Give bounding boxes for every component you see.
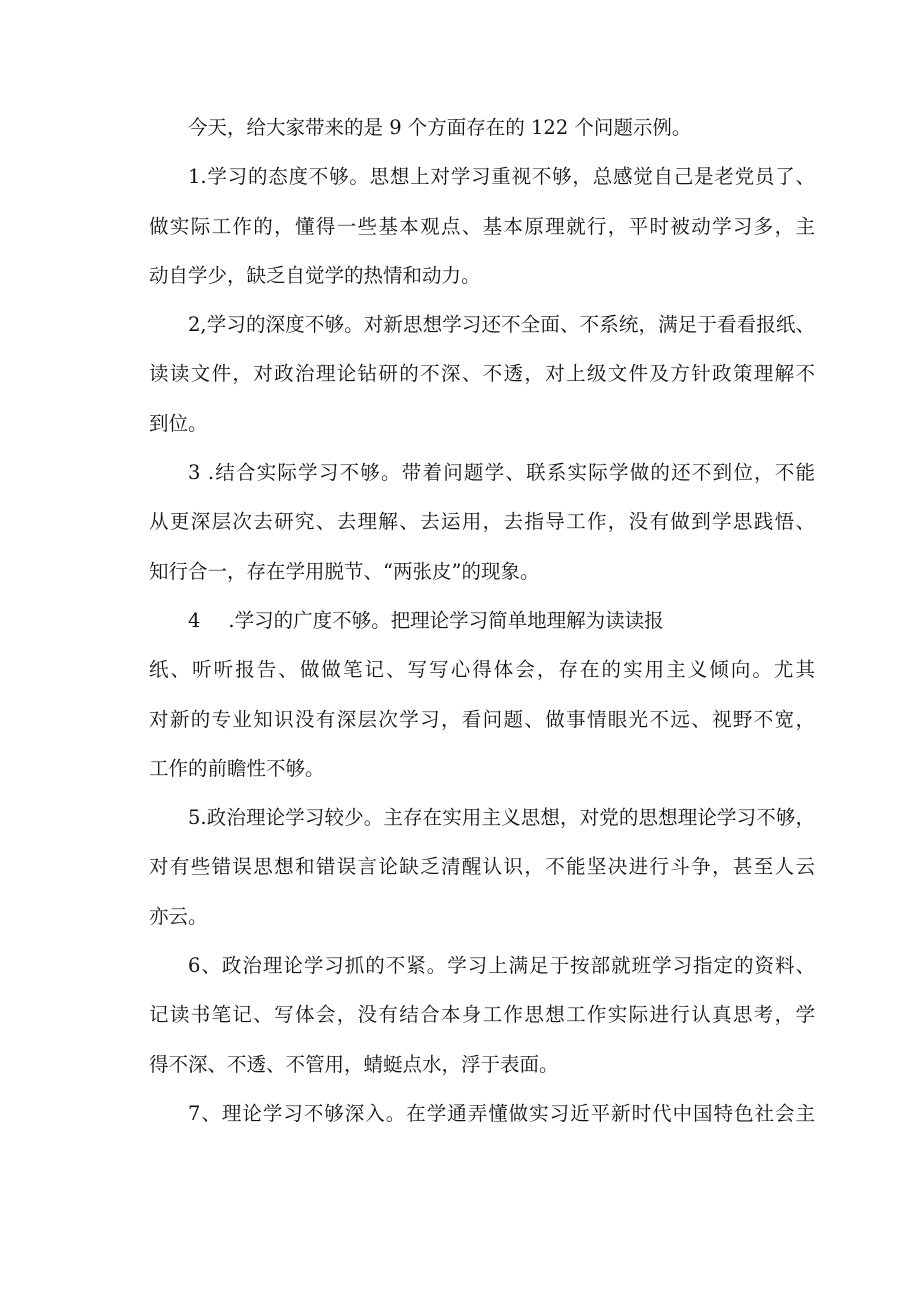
text-line: 知行合一，存在学用脱节、“两张皮”的现象。: [149, 559, 540, 583]
text-line: 纸、听听报告、做做笔记、写写心得体会，存在的实用主义倾向。尤其: [149, 658, 815, 682]
text-line: 得不深、不透、不管用，蜻蜓点水，浮于表面。: [149, 1052, 559, 1076]
text-line: 到位。: [149, 411, 208, 435]
text-line: 动自学少，缺乏自觉学的热情和动力。: [149, 263, 481, 287]
paragraph-item-5: [110, 793, 815, 941]
text-line: 对有些错误思想和错误言论缺乏清醒认识，不能坚决进行斗争，甚至人云: [149, 855, 815, 879]
document-body: [110, 103, 815, 1138]
text-line: 做实际工作的，懂得一些基本观点、基本原理就行，平时被动学习多，主: [149, 214, 815, 238]
text-line: 3 .结合实际学习不够。带着问题学、联系实际学做的还不到位，不能: [188, 461, 815, 485]
paragraph-item-2: [110, 300, 815, 448]
paragraph-item-7: [110, 1089, 815, 1138]
text-line: 从更深层次去研究、去理解、去运用，去指导工作，没有做到学思践悟、: [149, 510, 815, 534]
text-line: [110, 596, 815, 645]
text-line: 工作的前瞻性不够。: [149, 756, 325, 780]
text-line: 7、理论学习不够深入。在学通弄懂做实习近平新时代中国特色社会主: [188, 1101, 815, 1125]
text-line: 2,学习的深度不够。对新思想学习还不全面、不系统，满足于看看报纸、: [188, 313, 815, 337]
item-number: 4: [188, 608, 201, 632]
text-line: 6、政治理论学习抓的不紧。学习上满足于按部就班学习指定的资料、: [188, 954, 815, 978]
item-heading-text: .学习的广度不够。把理论学习简单地理解为读读报: [228, 608, 664, 632]
paragraph-intro: [110, 103, 815, 152]
text-line: 对新的专业知识没有深层次学习，看问题、做事情眼光不远、视野不宽，: [149, 707, 815, 731]
text-line: 1.学习的态度不够。思想上对学习重视不够，总感觉自己是老党员了、: [188, 165, 815, 189]
text-line: 读读文件，对政治理论钻研的不深、不透，对上级文件及方针政策理解不: [149, 362, 815, 386]
paragraph-item-4: [110, 596, 815, 793]
text-line: 5.政治理论学习较少。主存在实用主义思想，对党的思想理论学习不够，: [188, 806, 815, 830]
paragraph-item-3: [110, 448, 815, 596]
text-line: 亦云。: [149, 904, 208, 928]
text-line: 今天，给大家带来的是 9 个方面存在的 122 个问题示例。: [188, 116, 692, 139]
paragraph-item-1: [110, 152, 815, 300]
text-line: 记读书笔记、写体会，没有结合本身工作思想工作实际进行认真思考，学: [149, 1003, 815, 1027]
paragraph-item-6: [110, 941, 815, 1089]
